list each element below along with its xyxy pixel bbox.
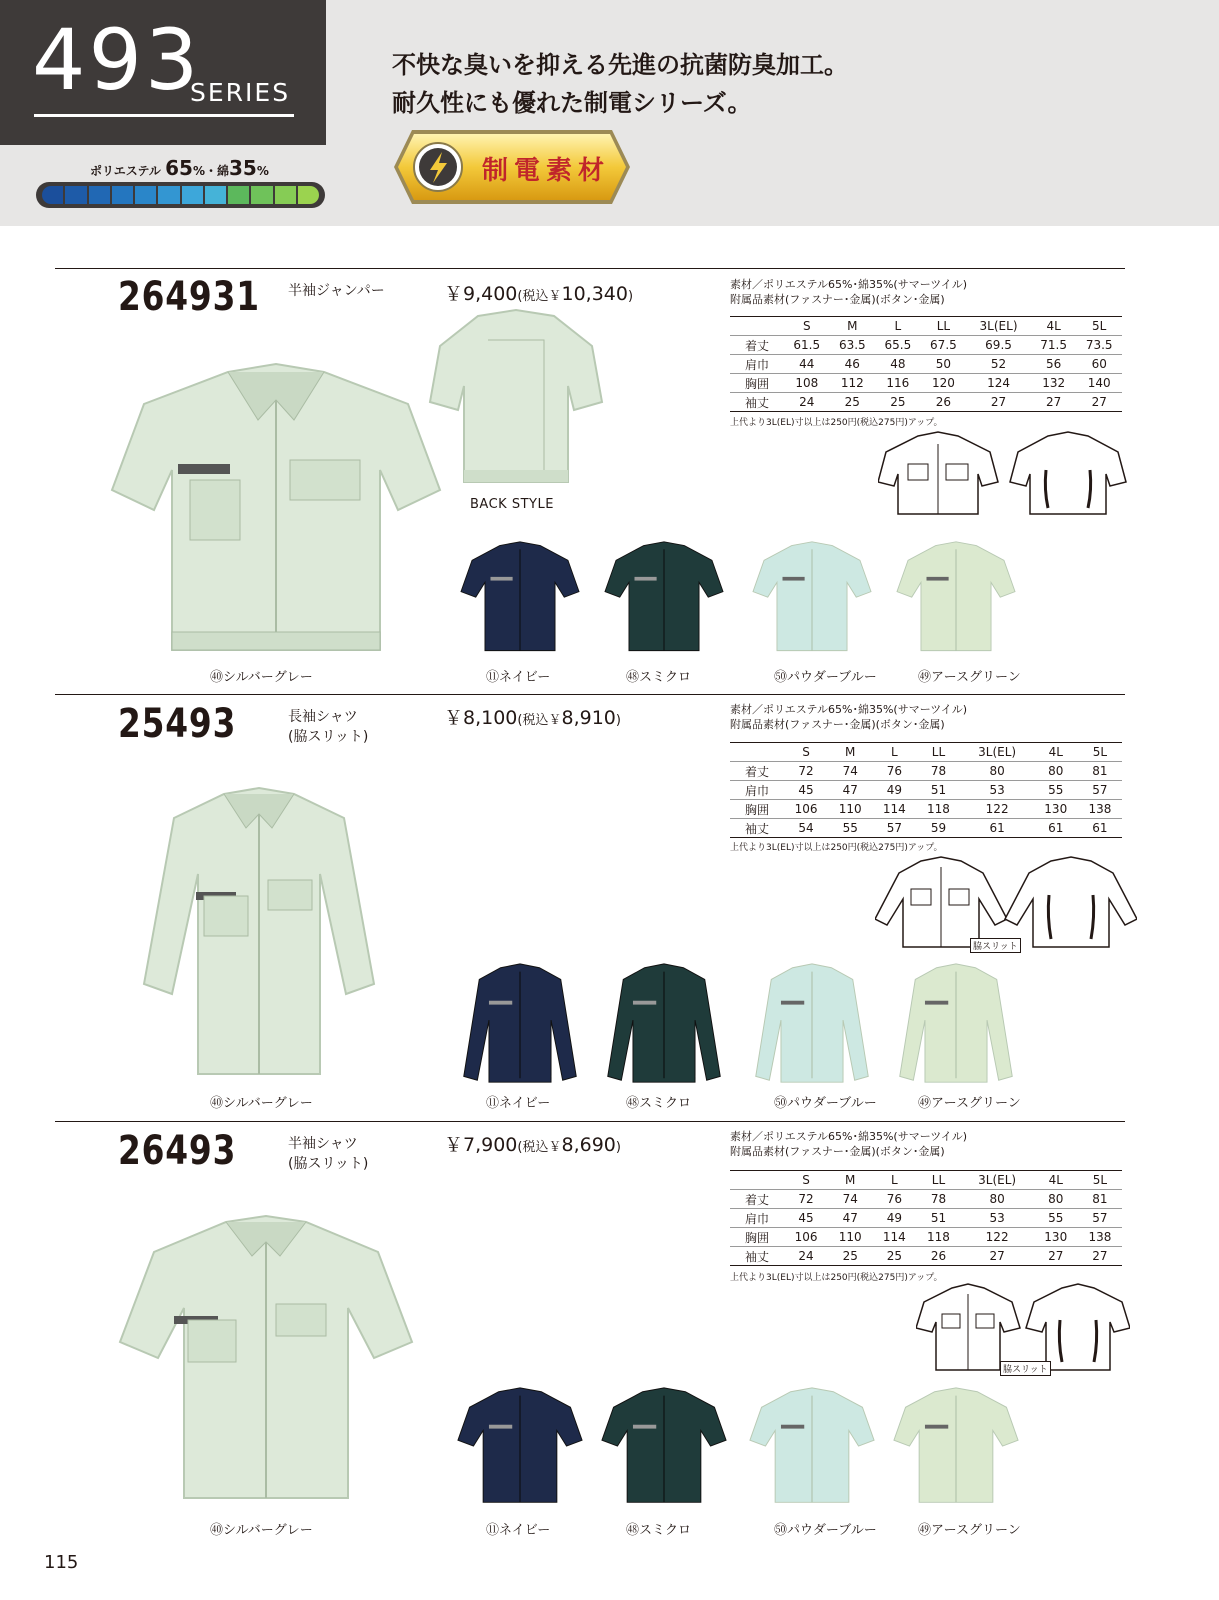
size-value: 110 [828, 1228, 872, 1247]
size-value: 118 [916, 800, 960, 819]
price-note: 上代より3L(EL)寸以上は250円(税込275円)アップ。 [730, 843, 943, 853]
price-note: 上代より3L(EL)寸以上は250円(税込275円)アップ。 [730, 418, 943, 428]
color-variant-image [892, 540, 1020, 658]
size-value: 27 [961, 1247, 1034, 1266]
size-value: 27 [966, 393, 1031, 412]
size-value: 106 [784, 800, 828, 819]
size-value: 74 [828, 762, 872, 781]
size-value: 61 [1034, 819, 1078, 838]
size-value: 72 [784, 1190, 828, 1209]
gauge-segment [251, 186, 272, 204]
size-table-corner [730, 317, 784, 336]
technical-drawing [878, 430, 1128, 520]
size-value: 54 [784, 819, 828, 838]
size-value: 45 [784, 781, 828, 800]
product-code: 264931 [118, 274, 260, 320]
main-caption: ㊵シルバーグレー [210, 1096, 313, 1111]
size-value: 47 [828, 781, 872, 800]
color-variant-image [456, 540, 584, 658]
product-code: 26493 [118, 1128, 237, 1174]
product-name [288, 707, 368, 747]
size-value: 71.5 [1031, 336, 1077, 355]
size-header: M [830, 317, 876, 336]
size-header: S [784, 1171, 828, 1190]
size-table [730, 316, 1122, 412]
size-value: 78 [916, 762, 960, 781]
size-value: 74 [828, 1190, 872, 1209]
size-value: 24 [784, 393, 830, 412]
size-value: 132 [1031, 374, 1077, 393]
product-price [444, 1130, 621, 1157]
gauge-segment [298, 186, 319, 204]
size-value: 124 [966, 374, 1031, 393]
gauge-segment [158, 186, 179, 204]
headline-line2: 耐久性にも優れた制電シリーズ。 [392, 89, 752, 117]
size-value: 57 [872, 819, 916, 838]
slit-label: 脇スリット [970, 938, 1021, 953]
size-row-label: 着丈 [730, 1190, 784, 1209]
size-table-corner [730, 1171, 784, 1190]
size-header: L [875, 317, 921, 336]
size-value: 55 [828, 819, 872, 838]
color-variant-caption: ㊿パウダーブルー [774, 670, 877, 685]
size-row-label: 胸囲 [730, 800, 784, 819]
product-name [288, 1134, 368, 1174]
size-header: 3L(EL) [961, 1171, 1034, 1190]
product-code: 25493 [118, 701, 237, 747]
color-variant-caption: ⑪ネイビー [486, 670, 551, 685]
size-value: 53 [961, 781, 1034, 800]
size-row-label: 肩巾 [730, 355, 784, 374]
size-value: 61.5 [784, 336, 830, 355]
price-main: ￥8,100 [444, 707, 518, 729]
series-underline [34, 114, 294, 117]
badge-label: 制電素材 [482, 156, 611, 186]
size-header: S [784, 317, 830, 336]
size-value: 49 [872, 1209, 916, 1228]
material-line1: 素材／ポリエステル65%･綿35%(サマーツイル) [730, 703, 968, 716]
material-line1: 素材／ポリエステル65%･綿35%(サマーツイル) [730, 1130, 968, 1143]
gauge-segment [65, 186, 86, 204]
size-value: 60 [1076, 355, 1122, 374]
material-line2: 附属品素材(ファスナー･金属)(ボタン･金属) [730, 718, 945, 731]
gauge-segment [135, 186, 156, 204]
color-variant-caption: ⑪ネイビー [486, 1096, 551, 1111]
price-note: 上代より3L(EL)寸以上は250円(税込275円)アップ。 [730, 1273, 943, 1283]
size-value: 24 [784, 1247, 828, 1266]
tax-price: 8,910 [561, 707, 616, 729]
size-header: LL [916, 1171, 960, 1190]
size-value: 57 [1078, 1209, 1122, 1228]
fabric-poly-value: 65 [165, 156, 193, 180]
size-value: 25 [875, 393, 921, 412]
material-line2: 附属品素材(ファスナー･金属)(ボタン･金属) [730, 293, 945, 306]
size-value: 78 [916, 1190, 960, 1209]
size-header: 4L [1034, 1171, 1078, 1190]
size-value: 55 [1034, 781, 1078, 800]
color-variant-caption: ㊾アースグリーン [918, 1096, 1021, 1111]
size-row-label: 袖丈 [730, 1247, 784, 1266]
gauge-segment [228, 186, 249, 204]
size-value: 116 [875, 374, 921, 393]
fabric-pct: %・綿 [192, 164, 229, 178]
size-table [730, 1170, 1122, 1266]
size-value: 76 [872, 762, 916, 781]
size-value: 122 [961, 800, 1034, 819]
price-main: ￥7,900 [444, 1134, 518, 1156]
size-value: 120 [921, 374, 967, 393]
material-info [730, 1129, 967, 1159]
tax-price: 10,340 [561, 283, 628, 305]
color-variant-caption: ㊾アースグリーン [918, 670, 1021, 685]
size-value: 80 [961, 1190, 1034, 1209]
slit-label: 脇スリット [1000, 1361, 1051, 1376]
gauge-segment [89, 186, 110, 204]
gauge-segment [182, 186, 203, 204]
size-value: 118 [916, 1228, 960, 1247]
size-value: 138 [1078, 800, 1122, 819]
headline-line1: 不快な臭いを抑える先進の抗菌防臭加工。 [392, 51, 848, 79]
main-caption: ㊵シルバーグレー [210, 670, 313, 685]
size-value: 53 [961, 1209, 1034, 1228]
size-value: 27 [1034, 1247, 1078, 1266]
size-value: 59 [916, 819, 960, 838]
section-divider-1 [55, 268, 1125, 269]
color-variant-caption: ㊾アースグリーン [918, 1523, 1021, 1538]
tax-label: (税込￥ [517, 713, 562, 728]
size-value: 57 [1078, 781, 1122, 800]
product-name-line2: (脇スリット) [288, 1156, 369, 1172]
size-value: 51 [916, 781, 960, 800]
size-value: 25 [872, 1247, 916, 1266]
size-header: 3L(EL) [966, 317, 1031, 336]
color-variant-caption: ㊽スミクロ [626, 1096, 692, 1111]
size-row-label: 肩巾 [730, 1209, 784, 1228]
size-value: 52 [966, 355, 1031, 374]
size-header: 5L [1078, 743, 1122, 762]
size-header: 5L [1076, 317, 1122, 336]
size-value: 61 [961, 819, 1034, 838]
size-row-label: 袖丈 [730, 393, 784, 412]
color-variant-caption: ㊿パウダーブルー [774, 1523, 877, 1538]
size-value: 106 [784, 1228, 828, 1247]
size-value: 27 [1076, 393, 1122, 412]
size-value: 51 [916, 1209, 960, 1228]
material-line1: 素材／ポリエステル65%･綿35%(サマーツイル) [730, 278, 968, 291]
tax-price: 8,690 [561, 1134, 616, 1156]
section-divider-3 [55, 1121, 1125, 1122]
color-variant-image [748, 1384, 876, 1512]
size-row-label: 着丈 [730, 336, 784, 355]
color-variant-image [892, 1384, 1020, 1512]
tax-close: ) [627, 289, 634, 304]
size-row-label: 胸囲 [730, 374, 784, 393]
size-value: 114 [872, 1228, 916, 1247]
color-variant-caption: ㊿パウダーブルー [774, 1096, 877, 1111]
gauge-segment [275, 186, 296, 204]
gauge-segment [42, 186, 63, 204]
size-value: 46 [830, 355, 876, 374]
gauge-segment [112, 186, 133, 204]
tax-label: (税込￥ [517, 289, 562, 304]
series-word: SERIES [190, 78, 291, 107]
material-info [730, 702, 967, 732]
size-row-label: 袖丈 [730, 819, 784, 838]
series-title-box [0, 0, 326, 145]
size-header: M [828, 1171, 872, 1190]
size-header: LL [921, 317, 967, 336]
color-variant-image [600, 540, 728, 658]
color-variant-image [748, 956, 876, 1092]
size-value: 61 [1078, 819, 1122, 838]
size-value: 108 [784, 374, 830, 393]
size-value: 122 [961, 1228, 1034, 1247]
size-header: 4L [1034, 743, 1078, 762]
size-table [730, 742, 1122, 838]
size-value: 55 [1034, 1209, 1078, 1228]
color-variant-image [456, 1384, 584, 1512]
tax-label: (税込￥ [517, 1140, 562, 1155]
main-caption: ㊵シルバーグレー [210, 1523, 313, 1538]
color-variant-image [748, 540, 876, 658]
section-divider-2 [55, 694, 1125, 695]
size-header: 3L(EL) [961, 743, 1034, 762]
size-value: 44 [784, 355, 830, 374]
size-value: 76 [872, 1190, 916, 1209]
size-value: 81 [1078, 1190, 1122, 1209]
fabric-gauge [36, 182, 325, 208]
size-value: 25 [830, 393, 876, 412]
color-variant-image [456, 956, 584, 1092]
price-main: ￥9,400 [444, 283, 518, 305]
fabric-cotton-value: 35 [228, 156, 257, 180]
size-value: 63.5 [830, 336, 876, 355]
size-value: 73.5 [1076, 336, 1122, 355]
product-price [444, 279, 633, 306]
product-name-line1: 長袖シャツ [288, 709, 358, 725]
color-variant-caption: ㊽スミクロ [626, 1523, 692, 1538]
color-variant-caption: ⑪ネイビー [486, 1523, 551, 1538]
size-value: 138 [1078, 1228, 1122, 1247]
size-value: 27 [1078, 1247, 1122, 1266]
size-header: L [872, 1171, 916, 1190]
size-value: 72 [784, 762, 828, 781]
product-name [288, 281, 385, 301]
size-header: L [872, 743, 916, 762]
size-value: 25 [828, 1247, 872, 1266]
main-garment-image [108, 360, 444, 660]
tax-close: ) [615, 713, 621, 728]
headline [392, 46, 848, 122]
color-variant-caption: ㊽スミクロ [626, 670, 692, 685]
page-number: 115 [44, 1552, 79, 1573]
product-price [444, 703, 621, 730]
size-header: S [784, 743, 828, 762]
size-value: 45 [784, 1209, 828, 1228]
size-value: 49 [872, 781, 916, 800]
color-variant-image [600, 956, 728, 1092]
fabric-label: ポリエステル [90, 164, 161, 178]
size-value: 50 [921, 355, 967, 374]
size-value: 69.5 [966, 336, 1031, 355]
size-value: 110 [828, 800, 872, 819]
size-row-label: 胸囲 [730, 1228, 784, 1247]
size-value: 80 [1034, 762, 1078, 781]
size-value: 67.5 [921, 336, 967, 355]
size-header: M [828, 743, 872, 762]
size-value: 130 [1034, 1228, 1078, 1247]
material-line2: 附属品素材(ファスナー･金属)(ボタン･金属) [730, 1145, 945, 1158]
size-value: 48 [875, 355, 921, 374]
size-value: 27 [1031, 393, 1077, 412]
gauge-segment [205, 186, 226, 204]
size-table-corner [730, 743, 784, 762]
product-name-line2: (脇スリット) [288, 729, 369, 745]
size-header: LL [916, 743, 960, 762]
size-value: 26 [921, 393, 967, 412]
back-style-image [428, 306, 604, 492]
product-name-line1: 半袖シャツ [288, 1136, 358, 1152]
size-value: 140 [1076, 374, 1122, 393]
tax-close: ) [615, 1140, 621, 1155]
size-value: 56 [1031, 355, 1077, 374]
size-value: 130 [1034, 800, 1078, 819]
fabric-pct2: % [256, 164, 269, 178]
back-style-label: BACK STYLE [470, 497, 554, 512]
size-header: 4L [1031, 317, 1077, 336]
size-row-label: 着丈 [730, 762, 784, 781]
size-value: 112 [830, 374, 876, 393]
size-header: 5L [1078, 1171, 1122, 1190]
size-value: 80 [1034, 1190, 1078, 1209]
size-value: 80 [961, 762, 1034, 781]
fabric-composition [90, 156, 269, 180]
main-garment-image [134, 784, 384, 1084]
size-row-label: 肩巾 [730, 781, 784, 800]
size-value: 65.5 [875, 336, 921, 355]
main-garment-image [116, 1212, 416, 1508]
color-variant-image [892, 956, 1020, 1092]
material-info [730, 277, 967, 307]
color-variant-image [600, 1384, 728, 1512]
series-number: 493 [32, 11, 202, 109]
size-value: 114 [872, 800, 916, 819]
size-value: 47 [828, 1209, 872, 1228]
size-value: 81 [1078, 762, 1122, 781]
size-value: 26 [916, 1247, 960, 1266]
product-name-line1: 半袖ジャンパー [288, 283, 385, 299]
